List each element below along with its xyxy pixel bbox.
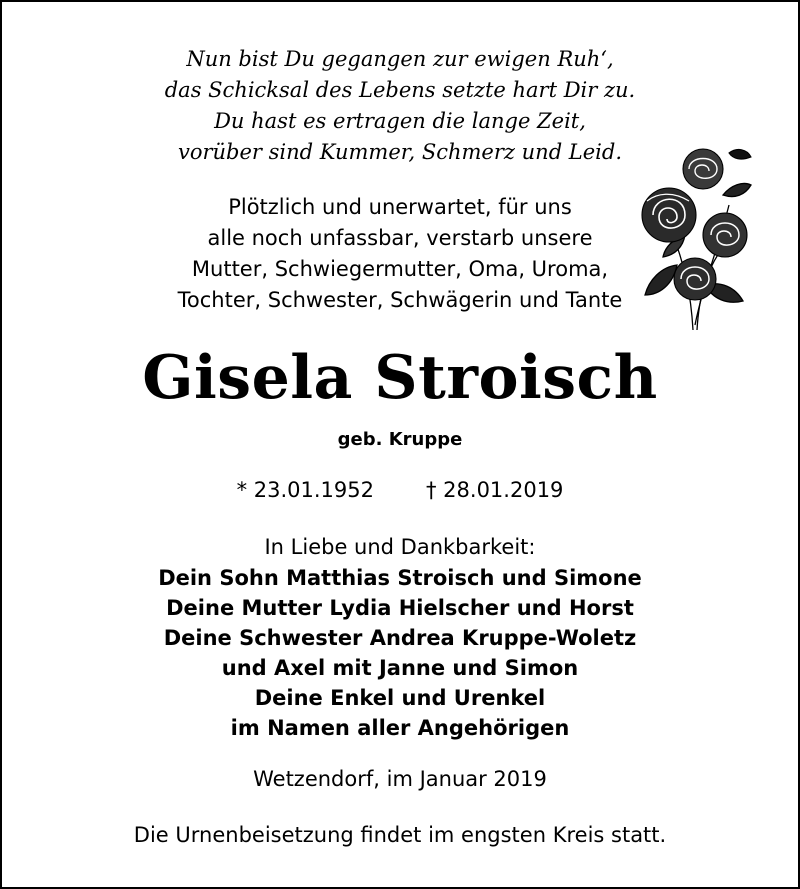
- birth-date: * 23.01.1952: [236, 478, 374, 502]
- mourner-line-3: Deine Schwester Andrea Kruppe-Woletz: [163, 626, 637, 650]
- mourner-line-2: Deine Mutter Lydia Hielscher und Horst: [166, 596, 634, 620]
- poem-line-3: Du hast es ertragen die lange Zeit,: [214, 109, 586, 133]
- mourner-line-1: Dein Sohn Matthias Stroisch und Simone: [158, 566, 642, 590]
- place-date: Wetzendorf, im Januar 2019: [253, 767, 547, 791]
- deceased-name: Gisela Stroisch: [142, 343, 658, 413]
- closing-note: Die Urnenbeisetzung findet im engsten Kreis statt.: [133, 823, 667, 847]
- poem-line-1: Nun bist Du gegangen zur ewigen Ruh‘,: [186, 47, 614, 71]
- thanks-intro: In Liebe und Dankbarkeit:: [264, 535, 536, 559]
- poem-line-4: vorüber sind Kummer, Schmerz und Leid.: [177, 140, 623, 164]
- poem-line-2: das Schicksal des Lebens setzte hart Dir zu.: [164, 78, 636, 102]
- maiden-name: geb. Kruppe: [337, 429, 463, 450]
- mourner-line-5: Deine Enkel und Urenkel: [254, 686, 546, 710]
- announcement-line-3: Mutter, Schwiegermutter, Oma, Uroma,: [191, 257, 609, 281]
- mourner-line-4: und Axel mit Janne und Simon: [221, 656, 579, 680]
- mourner-line-6: im Namen aller Angehörigen: [230, 716, 570, 740]
- life-dates: [2, 475, 798, 505]
- announcement-line-1: Plötzlich und unerwartet, für uns: [228, 195, 572, 219]
- announcement-line-4: Tochter, Schwester, Schwägerin und Tante: [177, 288, 623, 312]
- death-date: † 28.01.2019: [426, 478, 564, 502]
- announcement-line-2: alle noch unfassbar, verstarb unsere: [207, 226, 593, 250]
